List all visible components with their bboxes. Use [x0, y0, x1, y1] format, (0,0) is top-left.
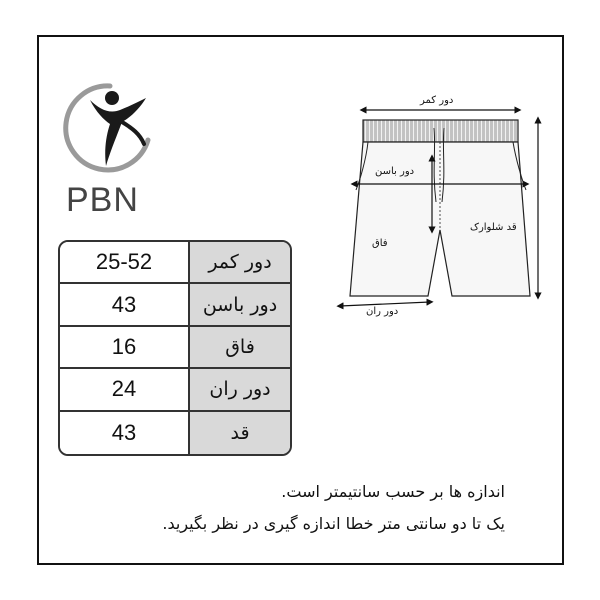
brand-logo-icon [60, 78, 160, 173]
size-value: 43 [60, 412, 190, 454]
size-value: 24 [60, 369, 190, 409]
thigh-label: دور ران [366, 306, 399, 317]
shorts-illustration-icon [330, 90, 550, 320]
note-line: یک تا دو سانتی متر خطا اندازه گیری در نظر بگیرید. [162, 514, 505, 533]
size-label: دور کمر [190, 242, 290, 282]
length-label: قد شلوارک [470, 222, 517, 233]
rise-label: فاق [372, 238, 388, 249]
note-line: اندازه ها بر حسب سانتیمتر است. [281, 482, 505, 501]
shorts-measurement-diagram [330, 90, 550, 320]
size-value: 43 [60, 284, 190, 324]
table-row [60, 284, 290, 326]
size-label: فاق [190, 327, 290, 367]
brand-name: PBN [66, 181, 139, 219]
size-value: 16 [60, 327, 190, 367]
table-row [60, 327, 290, 369]
measurement-notes [162, 476, 505, 540]
size-table [58, 240, 292, 456]
table-row [60, 412, 290, 454]
hip-label: دور باسن [375, 166, 415, 177]
size-label: دور ران [190, 369, 290, 409]
table-row [60, 369, 290, 411]
table-row [60, 242, 290, 284]
waist-label: دور کمر [420, 95, 454, 106]
size-value: 25-52 [60, 242, 190, 282]
size-label: دور باسن [190, 284, 290, 324]
size-label: قد [190, 412, 290, 454]
